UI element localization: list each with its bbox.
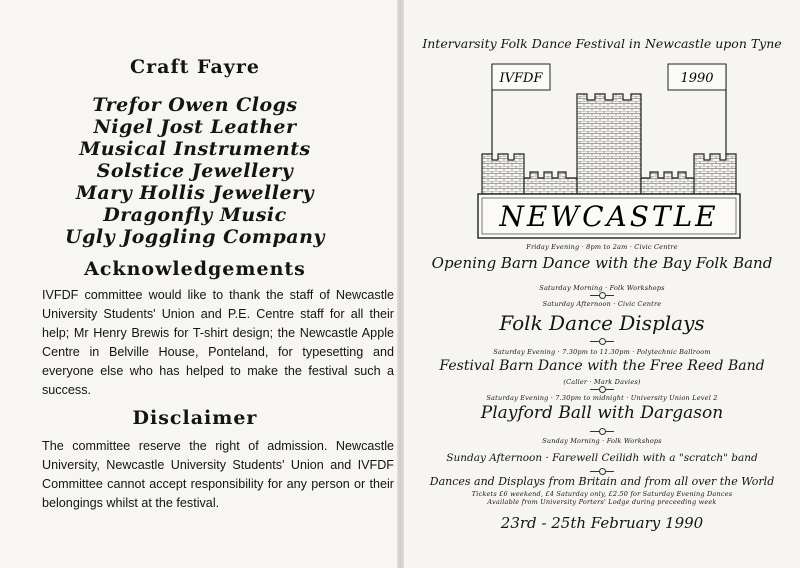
divider [590,338,614,344]
event-info: Saturday Morning · Folk Workshops [539,284,665,292]
event-title: Playford Ball with Dargason [480,403,724,423]
event-info: Friday Evening · 8pm to 2am · Civic Centre [526,243,678,251]
craft-item: Trefor Owen Clogs [92,94,298,116]
flag-right-text: 1990 [680,71,714,86]
disclaimer-heading: Disclaimer [132,407,258,429]
divider [590,428,614,434]
craft-item: Solstice Jewellery [96,160,294,182]
event-title: Opening Barn Dance with the Bay Folk Band [431,254,773,272]
acknowledgements-text: IVFDF committee would like to thank the staff of Newcastle University Students' Union and P.E. Centre staff for all their help; Mr Henry Brewis for T-shirt design; the Newcastle Apple Centre in Belville House, Ponteland, for typesetting and everyone else who has helped to make the festival such a success. [42,288,394,397]
flag-left-text: IVFDF [499,71,543,86]
disclaimer-text: The committee reserve the right of admission. Newcastle University, Newcastle University Students' Union and IVFDF Committee cannot accept responsibility for any person or their belongings whilst at the festival. [42,439,394,510]
acknowledgements-heading: Acknowledgements [84,258,306,280]
craft-fayre-heading: Craft Fayre [130,56,260,78]
event-info: Saturday Evening · 7.30pm to 11.30pm · Polytechnic Ballroom [493,348,711,356]
event-title: Sunday Afternoon · Farewell Ceilidh with a "scratch" band [446,452,758,464]
divider [590,292,614,298]
craft-list [0,94,390,248]
festival-title: Intervarsity Folk Dance Festival in Newcastle upon Tyne [422,36,782,51]
craft-item: Dragonfly Music [103,204,287,226]
craft-item: Ugly Joggling Company [65,226,325,248]
divider [590,468,614,474]
tickets-availability: Available from University Porters' Lodge during preceeding week [487,498,717,506]
tickets-info: Tickets £6 weekend, £4 Saturday only, £2.50 for Saturday Evening Dances [471,490,733,498]
castle-illustration [464,56,754,240]
event-note: (Caller · Mark Davies) [563,378,641,386]
divider [590,386,614,392]
craft-item: Nigel Jost Leather [93,116,297,138]
closing-line: Dances and Displays from Britain and from all over the World [429,475,775,488]
event-info: Sunday Morning · Folk Workshops [542,437,662,445]
newcastle-banner-text: NEWCASTLE [499,200,719,233]
event-title: Festival Barn Dance with the Free Reed Band [439,358,765,374]
left-page [0,0,398,568]
craft-item: Musical Instruments [79,138,311,160]
event-info: Saturday Evening · 7.30pm to midnight · University Union Level 2 [486,394,718,402]
craft-item: Mary Hollis Jewellery [75,182,315,204]
right-page [404,0,800,568]
event-info: Saturday Afternoon · Civic Centre [542,300,662,308]
festival-dates: 23rd - 25th February 1990 [500,514,704,532]
event-title: Folk Dance Displays [499,311,705,335]
